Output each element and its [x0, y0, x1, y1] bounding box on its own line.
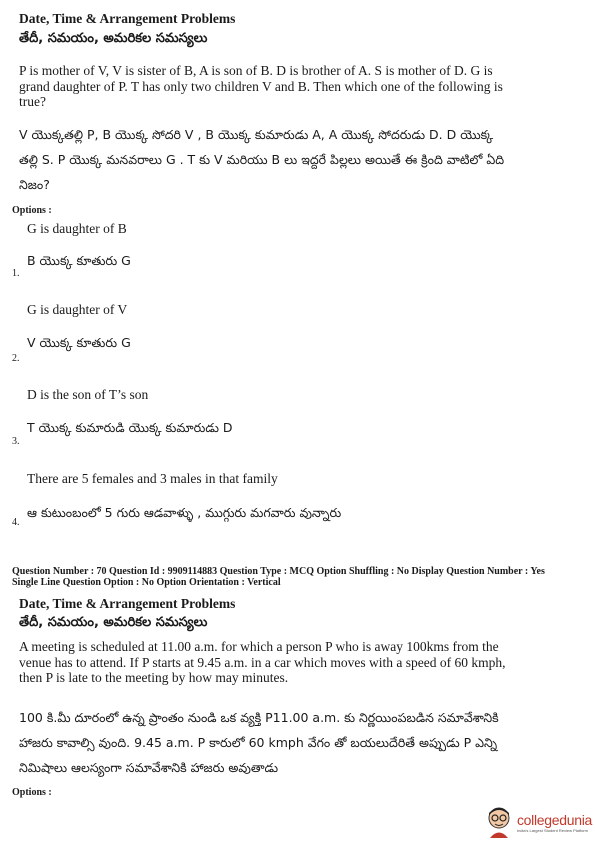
- logo-tagline: India's Largest Student Review Platform: [516, 827, 588, 833]
- question-line: A meeting is scheduled at 11.00 a.m. for which a person P who is away 100kms from the: [19, 639, 499, 654]
- option-2-text-telugu: V యొక్క కూతురు G: [27, 335, 131, 350]
- question-meta-line: Question Number : 70 Question Id : 9909114883 Question Type : MCQ Option Shuffling : No Display Question Number : Yes: [12, 566, 545, 577]
- section-title-telugu: తేదీ, సమయం, అమరికల సమస్యలు: [19, 31, 208, 46]
- question-meta: [12, 566, 592, 588]
- question-line-telugu: V యొక్కతల్లి P, B యొక్క సోదరి V , B యొక్క కుమారుడు A, A యొక్క సోదరుడు D. D యొక్క: [19, 127, 494, 142]
- question-line-telugu: 100 కి.మీ దూరంలో ఉన్న ప్రాంతం నుండి ఒక వ్యక్తి P11.00 a.m. కు నిర్ణయింపబడిన సమావేశానికి: [19, 710, 499, 725]
- option-3-number: 3.: [12, 436, 20, 447]
- options-label: Options :: [12, 205, 52, 216]
- option-1-text-telugu: B యొక్క కూతురు G: [27, 253, 131, 268]
- question-line: P is mother of V, V is sister of B, A is son of B. D is brother of A. S is mother of D. G is: [19, 63, 493, 78]
- question-line-telugu: తల్లి S. P యొక్క మనవరాలు G . T కు V మరియు B లు ఇద్దరే పిల్లలు అయితే ఈ క్రింది వాటిలో ఏది: [19, 152, 505, 167]
- logo-wordmark: collegedunia: [516, 811, 592, 828]
- question-text-telugu: [19, 122, 584, 197]
- section-title: Date, Time & Arrangement Problems: [19, 11, 236, 26]
- question-line-telugu: నిమిషాలు ఆలస్యంగా సమావేశానికి హాజరు అవుతాడు: [19, 760, 279, 775]
- section-title: Date, Time & Arrangement Problems: [19, 596, 236, 611]
- question-meta-line: Single Line Question Option : No Option Orientation : Vertical: [12, 577, 281, 588]
- option-2-text[interactable]: G is daughter of V: [27, 302, 128, 317]
- collegedunia-logo: [484, 804, 592, 840]
- option-3-text-telugu: T యొక్క కుమారుడి యొక్క కుమారుడు D: [27, 420, 233, 435]
- option-3-text[interactable]: D is the son of T’s son: [27, 387, 149, 402]
- option-1-number: 1.: [12, 268, 20, 279]
- option-1-text[interactable]: G is daughter of B: [27, 221, 127, 236]
- question-line-telugu: హాజరు కావాల్సి వుంది. 9.45 a.m. P కారులో 60 kmph వేగం తో బయలుదేరితే అప్పుడు P ఎన్ని: [19, 735, 498, 750]
- question-text: [19, 639, 579, 686]
- section-title-telugu: తేదీ, సమయం, అమరికల సమస్యలు: [19, 615, 208, 630]
- question-line: venue has to attend. If P starts at 9.45 a.m. in a car which moves with a speed of 60 kmph,: [19, 654, 506, 670]
- option-4-text[interactable]: There are 5 females and 3 males in that family: [27, 471, 278, 486]
- option-4-number: 4.: [12, 517, 20, 528]
- option-4-text-telugu: ఆ కుటుంబంలో 5 గురు ఆడవాళ్ళు , ముగ్గురు మగవారు వున్నారు: [27, 505, 342, 520]
- question-text: [19, 63, 579, 110]
- question-line: then P is late to the meeting by how may minutes.: [19, 670, 289, 685]
- question-text-telugu: [19, 705, 584, 780]
- question-line-telugu: నిజం?: [19, 177, 50, 192]
- question-line: true?: [19, 94, 46, 109]
- options-label: Options :: [12, 787, 52, 798]
- mascot-icon: [484, 805, 514, 839]
- question-line: grand daughter of P. T has only two children V and B. Then which one of the following is: [19, 78, 503, 94]
- option-2-number: 2.: [12, 353, 20, 364]
